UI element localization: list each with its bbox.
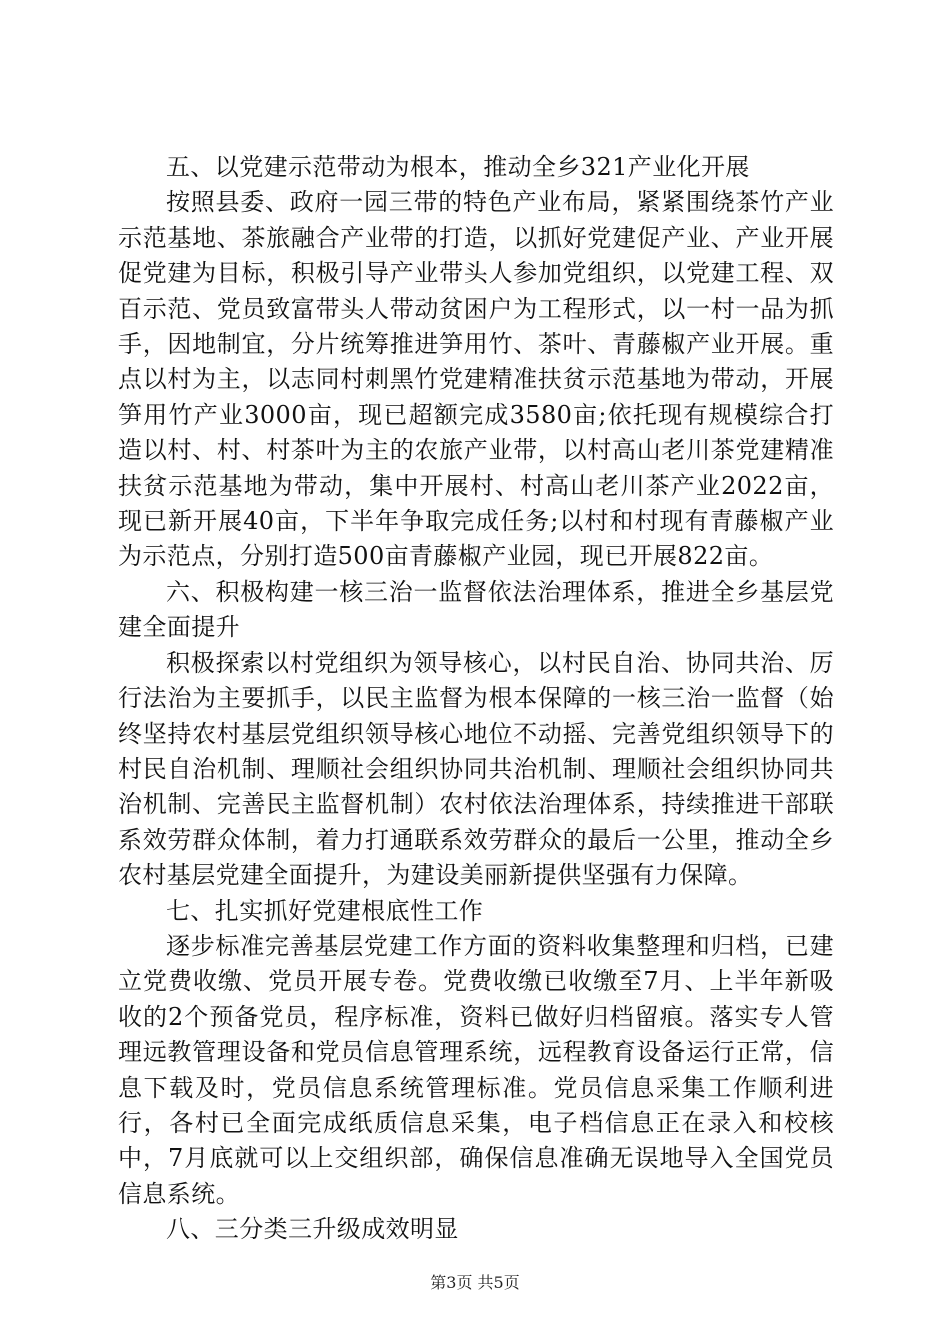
- section-heading-6: 六、积极构建一核三治一监督依法治理体系，推进全乡基层党建全面提升: [118, 577, 834, 642]
- document-body: [118, 150, 834, 1248]
- section-heading-7: 七、扎实抓好党建根底性工作: [166, 896, 484, 925]
- page-number: 第3页 共5页: [430, 1273, 520, 1292]
- paragraph-industry: 按照县委、政府一园三带的特色产业布局，紧紧围绕茶竹产业示范基地、茶旅融合产业带的打造，以抓好党建促产业、产业开展促党建为目标，积极引导产业带头人参加党组织，以党建工程、双百示范、党员致富带头人带动贫困户为工程形式，以一村一品为抓手，因地制宜，分片统筹推进笋用竹、茶叶、青藤椒产业开展。重点以村为主，以志同村刺黑竹党建精准扶贫示范基地为带动，开展笋用竹产业3000亩，现已超额完成3580亩;依托现有规模综合打造以村、村、村茶叶为主的农旅产业带，以村高山老川茶党建精准扶贫示范基地为带动，集中开展村、村高山老川茶产业2022亩，现已新开展40亩，下半年争取完成任务;以村和村现有青藤椒产业为示范点，分别打造500亩青藤椒产业园，现已开展822亩。: [118, 188, 834, 571]
- paragraph-governance: 积极探索以村党组织为领导核心，以村民自治、协同共治、厉行法治为主要抓手，以民主监督为根本保障的一核三治一监督（始终坚持农村基层党组织领导核心地位不动摇、完善党组织领导下的村民自治机制、理顺社会组织协同共治机制、理顺社会组织协同共治机制、完善民主监督机制）农村依法治理体系，持续推进干部联系效劳群众体制，着力打通联系效劳群众的最后一公里，推动全乡农村基层党建全面提升，为建设美丽新提供坚强有力保障。: [118, 648, 834, 890]
- section-heading-5: 五、以党建示范带动为根本，推动全乡321产业化开展: [166, 153, 750, 181]
- section-heading-8: 八、三分类三升级成效明显: [166, 1215, 459, 1244]
- paragraph-basic-work: 逐步标准完善基层党建工作方面的资料收集整理和归档，已建立党费收缴、党员开展专卷。党费收缴已收缴至7月、上半年新吸收的2个预备党员，程序标准，资料已做好归档留痕。落实专人管理远教管理设备和党员信息管理系统，远程教育设备运行正常，信息下载及时，党员信息系统管理标准。党员信息采集工作顺利进行，各村已全面完成纸质信息采集，电子档信息正在录入和校核中，7月底就可以上交组织部，确保信息准确无误地导入全国党员信息系统。: [118, 931, 834, 1208]
